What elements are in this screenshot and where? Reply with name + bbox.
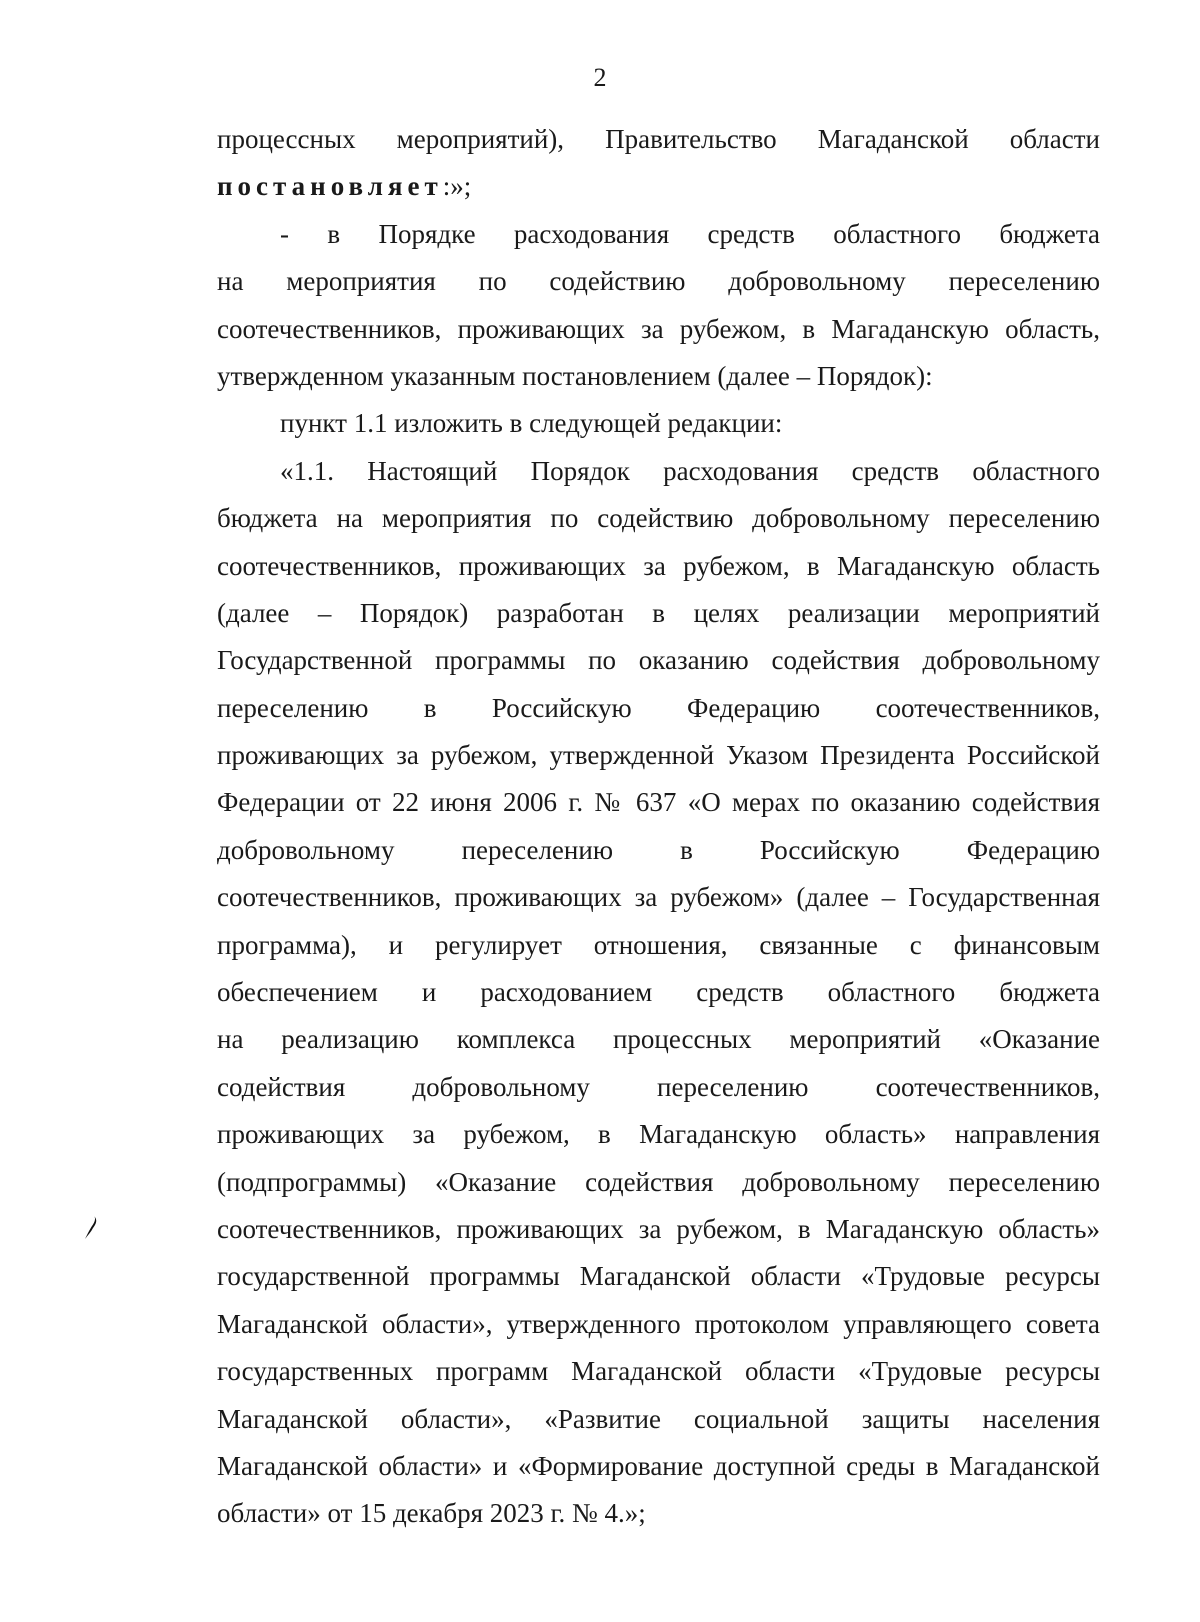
text-line: соотечественников, проживающих за рубежом, в Магаданскую область, bbox=[217, 313, 1100, 344]
text-line: (подпрограммы) «Оказание содействия добровольному переселению bbox=[217, 1166, 1100, 1197]
text-line: обеспечением и расходованием средств областного бюджета bbox=[217, 977, 1100, 1008]
text-line: соотечественников, проживающих за рубежом, в Магаданскую область» bbox=[217, 1213, 1100, 1244]
text-line: переселению в Российскую Федерацию соотечественников, bbox=[217, 692, 1100, 723]
text-line: Государственной программы по оказанию содействия добровольному bbox=[217, 645, 1100, 676]
text-line: на мероприятия по содействию добровольному переселению bbox=[217, 266, 1100, 297]
text-line: Магаданской области» и «Формирование доступной среды в Магаданской bbox=[217, 1450, 1100, 1481]
text-line: соотечественников, проживающих за рубежом» (далее – Государственная bbox=[217, 882, 1100, 913]
text-line: утвержденном указанным постановлением (далее – Порядок): bbox=[217, 360, 933, 391]
text-line: пункт 1.1 изложить в следующей редакции: bbox=[280, 408, 783, 439]
text-line: государственных программ Магаданской области «Трудовые ресурсы bbox=[217, 1356, 1100, 1387]
bold-spaced-word: постановляет bbox=[217, 171, 443, 202]
text-line: бюджета на мероприятия по содействию добровольному переселению bbox=[217, 503, 1100, 534]
text-line: проживающих за рубежом, утвержденной Указом Президента Российской bbox=[217, 740, 1100, 771]
text-line: содействия добровольному переселению соотечественников, bbox=[217, 1071, 1100, 1102]
text-line: Магаданской области», «Развитие социальной защиты населения bbox=[217, 1403, 1100, 1434]
text-line: «1.1. Настоящий Порядок расходования средств областного bbox=[280, 455, 1100, 486]
text-line: добровольному переселению в Российскую Федерацию bbox=[217, 834, 1100, 865]
text-line bbox=[217, 163, 1100, 210]
text-line: соотечественников, проживающих за рубежом, в Магаданскую область bbox=[217, 550, 1100, 581]
text-line: государственной программы Магаданской области «Трудовые ресурсы bbox=[217, 1261, 1100, 1292]
text-line: - в Порядке расходования средств областного бюджета bbox=[280, 218, 1100, 249]
text-line: области» от 15 декабря 2023 г. № 4.»; bbox=[217, 1498, 646, 1529]
document-body bbox=[217, 116, 1100, 1538]
text-line: на реализацию комплекса процессных мероприятий «Оказание bbox=[217, 1024, 1100, 1055]
text-line: проживающих за рубежом, в Магаданскую область» направления bbox=[217, 1119, 1100, 1150]
scan-mark-icon bbox=[80, 1214, 100, 1242]
text-fragment: :»; bbox=[442, 171, 472, 202]
text-line: процессных мероприятий), Правительство Магаданской области bbox=[217, 124, 1100, 154]
page-number: 2 bbox=[593, 63, 607, 92]
text-line: Магаданской области», утвержденного протоколом управляющего совета bbox=[217, 1308, 1100, 1339]
text-line: (далее – Порядок) разработан в целях реализации мероприятий bbox=[217, 597, 1100, 628]
text-line: программа), и регулирует отношения, связанные с финансовым bbox=[217, 929, 1100, 960]
text-line: Федерации от 22 июня 2006 г. № 637 «О мерах по оказанию содействия bbox=[217, 787, 1100, 818]
